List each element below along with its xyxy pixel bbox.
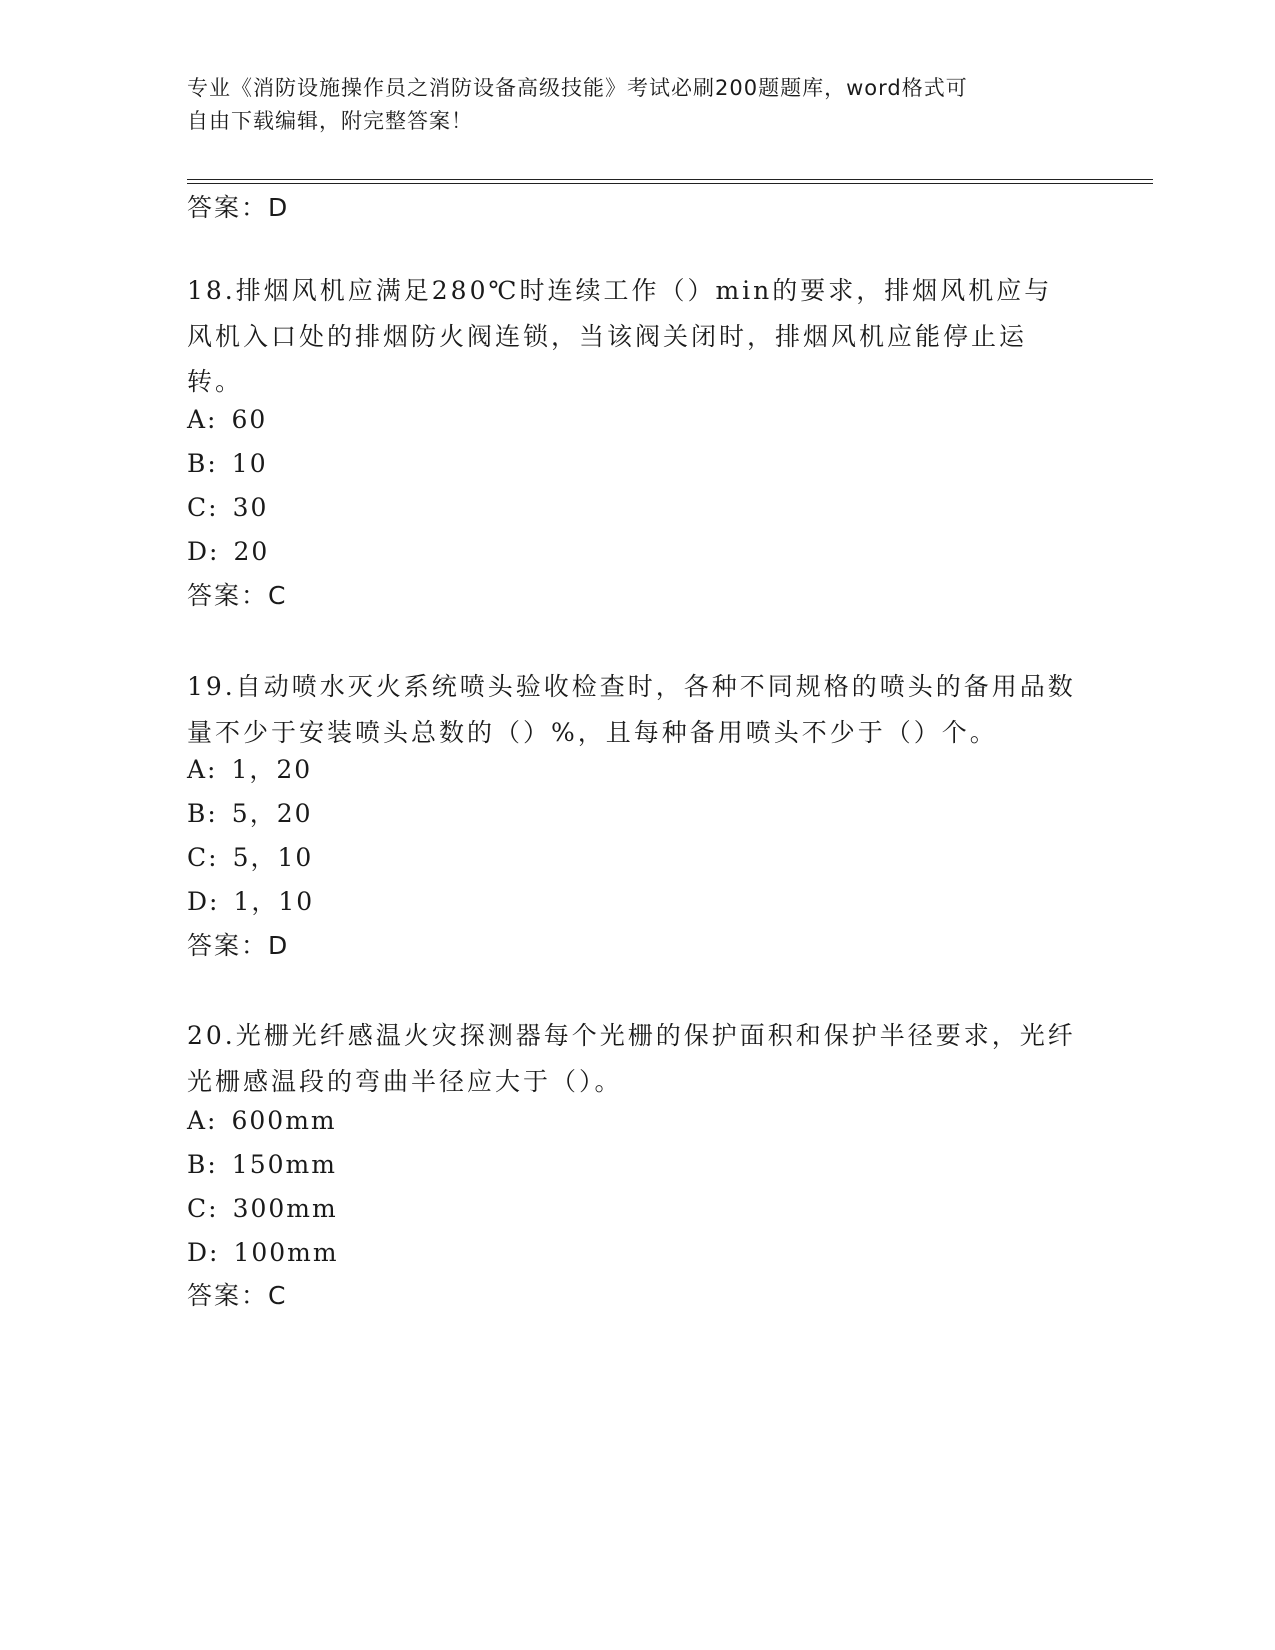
option-value: 300mm (232, 1194, 338, 1223)
option-key: A: (187, 755, 218, 784)
question-19-option-d (187, 884, 314, 920)
question-18-option-a (187, 402, 267, 438)
question-18-answer: 答案：C (187, 581, 288, 610)
option-value: 5，10 (232, 843, 314, 872)
question-18-option-c (187, 490, 268, 526)
option-key: A: (187, 1106, 218, 1135)
option-key: C: (187, 843, 219, 872)
question-20-option-b (187, 1147, 337, 1183)
option-value: 1，10 (233, 887, 315, 916)
option-key: D: (187, 887, 220, 916)
option-key: A: (187, 405, 218, 434)
question-19-option-b (187, 796, 313, 832)
question-19-answer: 答案：D (187, 931, 290, 960)
question-20-option-c (187, 1191, 338, 1227)
option-value: 20 (233, 537, 270, 566)
header-divider-top (187, 179, 1153, 180)
option-value: 150mm (231, 1150, 337, 1179)
question-20-answer: 答案：C (187, 1281, 288, 1310)
option-value: 5，20 (231, 799, 313, 828)
question-19-option-c (187, 840, 313, 876)
option-key: B: (187, 799, 218, 828)
question-18-stem: 18.排烟风机应满足280℃时连续工作（）min的要求，排烟风机应与风机入口处的排烟防火阀连锁，当该阀关闭时，排烟风机应能停止运转。 (187, 276, 1053, 396)
option-key: B: (187, 449, 218, 478)
question-20-stem: 20.光栅光纤感温火灾探测器每个光栅的保护面积和保护半径要求，光纤光栅感温段的弯曲半径应大于（）。 (187, 1021, 1076, 1096)
option-value: 1，20 (231, 755, 313, 784)
question-18-option-b (187, 446, 268, 482)
question-20-option-a (187, 1103, 337, 1139)
header-line-1: 专业《消防设施操作员之消防设备高级技能》考试必刷200题题库，word格式可 (187, 76, 968, 100)
option-key: B: (187, 1150, 218, 1179)
previous-question-answer: 答案：D (187, 193, 290, 222)
question-19-option-a (187, 752, 312, 788)
option-key: D: (187, 537, 220, 566)
question-18-option-d (187, 534, 269, 570)
option-value: 30 (232, 493, 269, 522)
option-key: C: (187, 493, 219, 522)
option-key: D: (187, 1238, 220, 1267)
question-20-option-d (187, 1235, 339, 1271)
question-19-stem: 19.自动喷水灭火系统喷头验收检查时，各种不同规格的喷头的备用品数量不少于安装喷头总数的（）%，且每种备用喷头不少于（）个。 (187, 672, 1076, 747)
option-value: 600mm (231, 1106, 337, 1135)
option-value: 10 (231, 449, 268, 478)
document-header (187, 72, 1067, 138)
option-key: C: (187, 1194, 219, 1223)
header-line-2: 自由下载编辑，附完整答案！ (187, 109, 473, 133)
option-value: 100mm (233, 1238, 339, 1267)
option-value: 60 (231, 405, 268, 434)
header-divider-bottom (187, 183, 1153, 184)
